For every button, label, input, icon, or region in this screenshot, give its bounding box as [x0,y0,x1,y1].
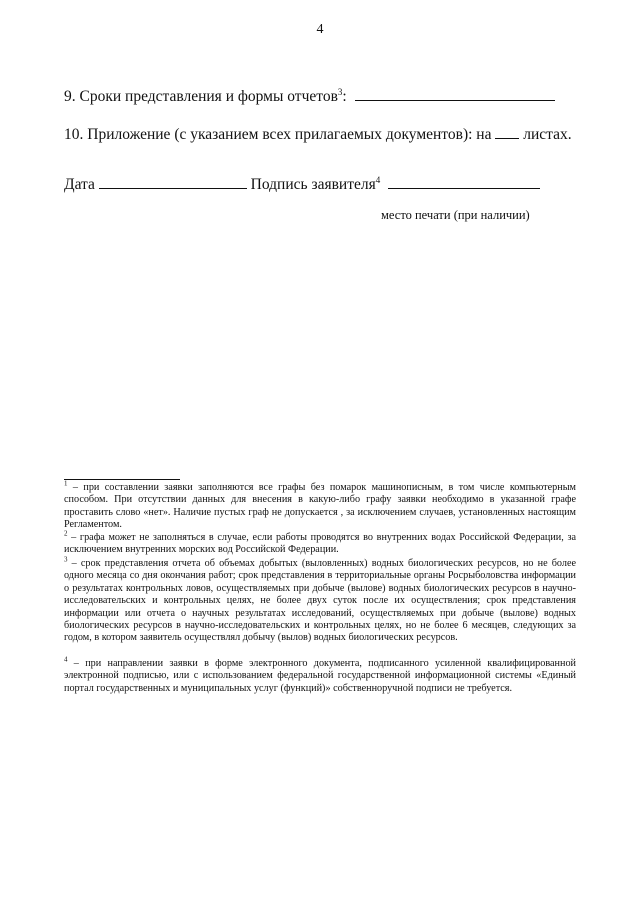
item-9-text: 9. Сроки представления и формы отчетов [64,88,338,105]
signature-label: Подпись заявителя [250,176,376,193]
item-10-sheets-blank-field[interactable] [495,126,519,139]
footnote-2-text: – графа может не заполняться в случае, если работы проводятся во внутренних водах Российской Федерации, за исключением внутренних морских вод Российской Федерации. [64,532,576,556]
footnote-ref-3: 3 [337,86,343,97]
footnote-4 [64,655,576,695]
item-9-line [64,88,555,106]
item-10-text: 10. Приложение (с указанием всех прилагаемых документов): на [64,126,492,143]
item-9-colon: : [342,88,347,105]
footnote-mark-4: 4 [64,655,68,664]
footnote-3 [64,555,576,645]
page-number: 4 [316,22,324,37]
footnote-1-text: – при составлении заявки заполняются все графы без помарок машинописным, в том числе компьютерным способом. При отсутствии данных для внесения в какую-либо графу заявки необходимо в указанной графе проставить слово «нет». Наличие пустых граф не допускается , за исключением случаев, установленных настоящим Регламентом. [64,482,576,531]
item-10-suffix: листах. [523,126,572,143]
date-blank-field[interactable] [99,176,247,189]
footnote-1 [64,479,576,532]
item-9-blank-field[interactable] [355,88,555,101]
stamp-note: место печати (при наличии) [381,208,530,222]
footnote-mark-3: 3 [64,555,68,564]
footnote-4-text: – при направлении заявки в форме электронного документа, подписанного усиленной квалифицированной электронной подписью, или с использованием федеральной государственной информационной системы «Единый портал государственных и муниципальных услуг (функций)» собственноручной подписи не требуется. [64,658,576,694]
date-label: Дата [64,176,95,193]
item-10-line [64,126,572,144]
signature-blank-field[interactable] [388,176,540,189]
footnote-ref-4: 4 [375,174,381,185]
footnote-separator [64,479,180,480]
footnote-mark-2: 2 [64,529,68,538]
footnote-mark-1: 1 [64,479,68,488]
footnote-3-text: – срок представления отчета об объемах добытых (выловленных) водных биологических ресурсов, но не более одного месяца со дня окончания работ; срок представления в территориальные органы Росрыболовства информации о результатах контрольных ловов, осуществляемых при добыче (вылове) водных биологических ресурсов в научно-исследовательских и контрольных целях, не более двух суток после их осуществления; срок представления информации или отчета о научных результатах исследований, осуществляемых при добыче (вылове) водных биологических ресурсов в научно-исследовательских и контрольных целях, но не более 6 месяцев, следующих за годом, в котором заявитель осуществлял добычу (вылов) водных биологических ресурсов. [64,558,576,644]
footnote-2 [64,529,576,557]
signature-line [64,176,540,194]
